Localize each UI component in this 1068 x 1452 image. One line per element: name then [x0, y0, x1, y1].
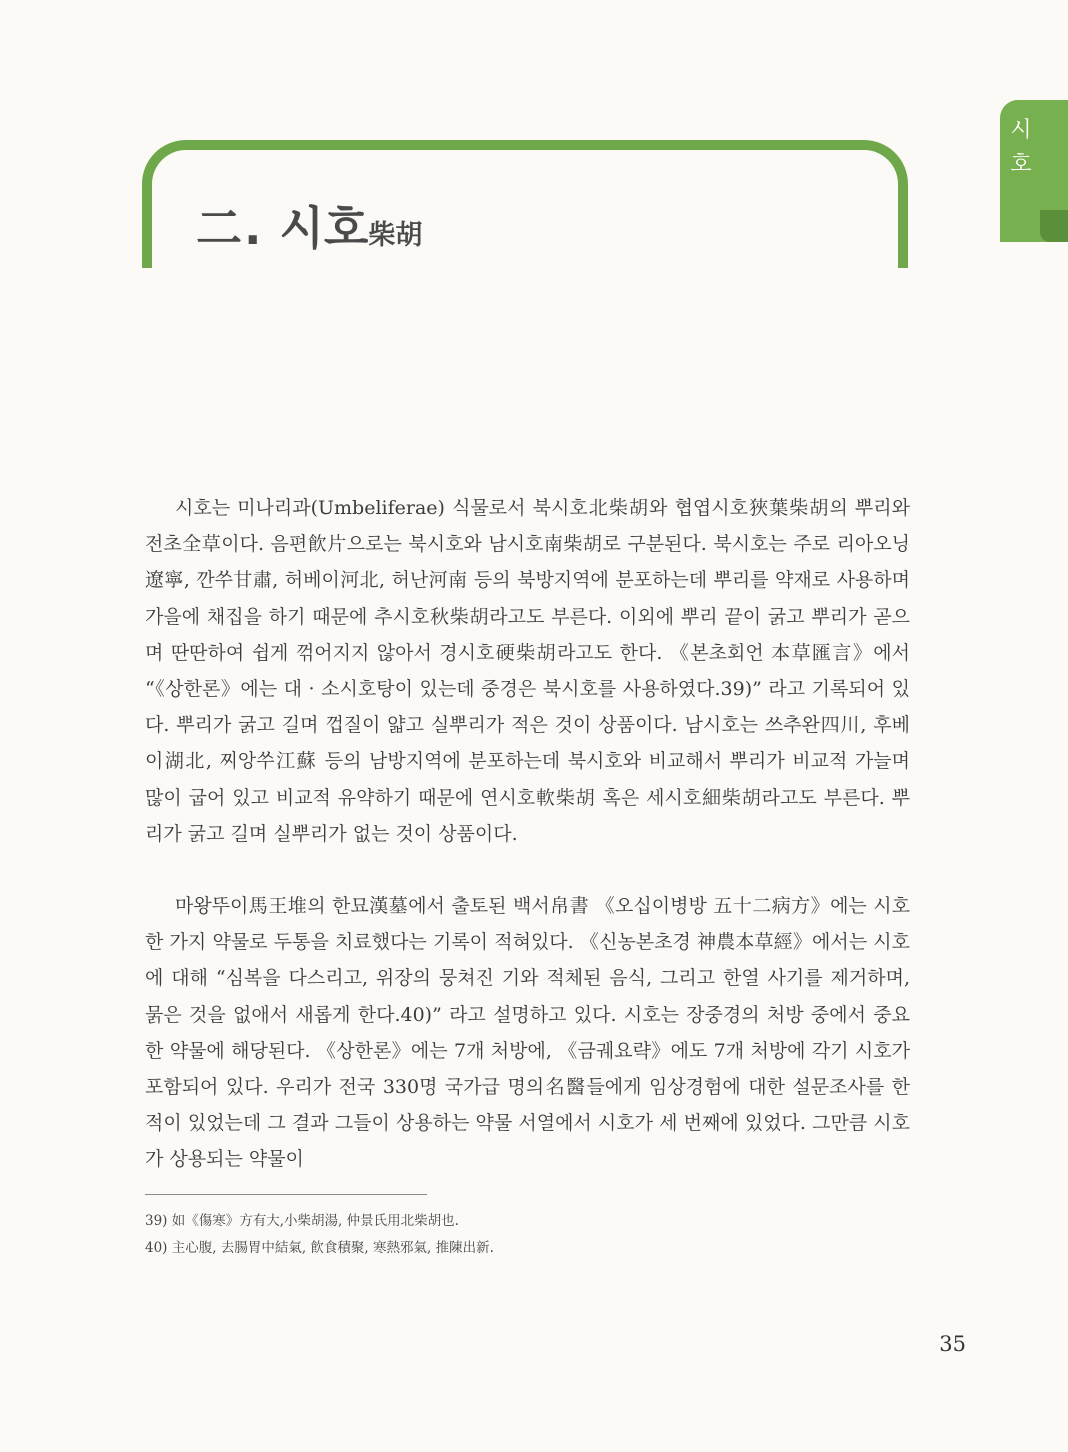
page-number: 35 — [939, 1332, 966, 1356]
paragraph: 시호는 미나리과(Umbeliferae) 식물로서 북시호北柴胡와 협엽시호狹葉柴胡의 뿌리와 전초全草이다. 음편飮片으로는 북시호와 남시호南柴胡로 구분된다. 북시호는 주로 리아오닝遼寧, 깐쑤甘肅, 허베이河北, 허난河南 등의 북방지역에 분포하는데 뿌리를 약재로 사용하며 가을에 채집을 하기 때문에 추시호秋柴胡라고도 부른다. 이외에 뿌리 끝이 굵고 뿌리가 곧으며 딴딴하여 쉽게 꺾어지지 않아서 경시호硬柴胡라고도 한다. 《본초회언 本草匯言》에서 “《상한론》에는 대 · 소시호탕이 있는데 중경은 북시호를 사용하였다.39)” 라고 기록되어 있다. 뿌리가 굵고 길며 껍질이 얇고 실뿌리가 적은 것이 상품이다. 남시호는 쓰추완四川, 후베이湖北, 찌앙쑤江蘇 등의 남방지역에 분포하는데 북시호와 비교해서 뿌리가 비교적 가늘며 많이 굽어 있고 비교적 유약하기 때문에 연시호軟柴胡 혹은 세시호細柴胡라고도 부른다. 뿌리가 굵고 길며 실뿌리가 없는 것이 상품이다. — [145, 497, 910, 845]
side-tab-fold — [1040, 210, 1068, 242]
footnote: 40) 主心腹, 去腸胃中結氣, 飮食積聚, 寒熱邪氣, 推陳出新. — [145, 1240, 494, 1256]
chapter-hanja: 柴胡 — [368, 220, 423, 251]
footnotes — [145, 1208, 910, 1262]
side-tab-label: 시 호 — [1010, 118, 1032, 178]
chapter-number: 二. — [196, 201, 264, 255]
body-text — [145, 490, 910, 1214]
chapter-title — [196, 192, 422, 258]
chapter-name: 시호 — [279, 201, 369, 255]
footnote: 39) 如《傷寒》方有大,小柴胡湯, 仲景氏用北柴胡也. — [145, 1213, 459, 1229]
paragraph: 마왕뚜이馬王堆의 한묘漢墓에서 출토된 백서帛書 《오십이병방 五十二病方》에는 시호 한 가지 약물로 두통을 치료했다는 기록이 적혀있다. 《신농본초경 神農本草經》에서는 시호에 대해 “심복을 다스리고, 위장의 뭉쳐진 기와 적체된 음식, 그리고 한열 사기를 제거하며, 묽은 것을 없애서 새롭게 한다.40)” 라고 설명하고 있다. 시호는 장중경의 처방 중에서 중요한 약물에 해당된다. 《상한론》에는 7개 처방에, 《금궤요략》에도 7개 처방에 각기 시호가 포함되어 있다. 우리가 전국 330명 국가급 명의名醫들에게 임상경험에 대한 설문조사를 한 적이 있었는데 그 결과 그들이 상용하는 약물 서열에서 시호가 세 번째에 있었다. 그만큼 시호가 상용되는 약물이 — [145, 895, 910, 1171]
footnote-divider — [145, 1194, 427, 1195]
